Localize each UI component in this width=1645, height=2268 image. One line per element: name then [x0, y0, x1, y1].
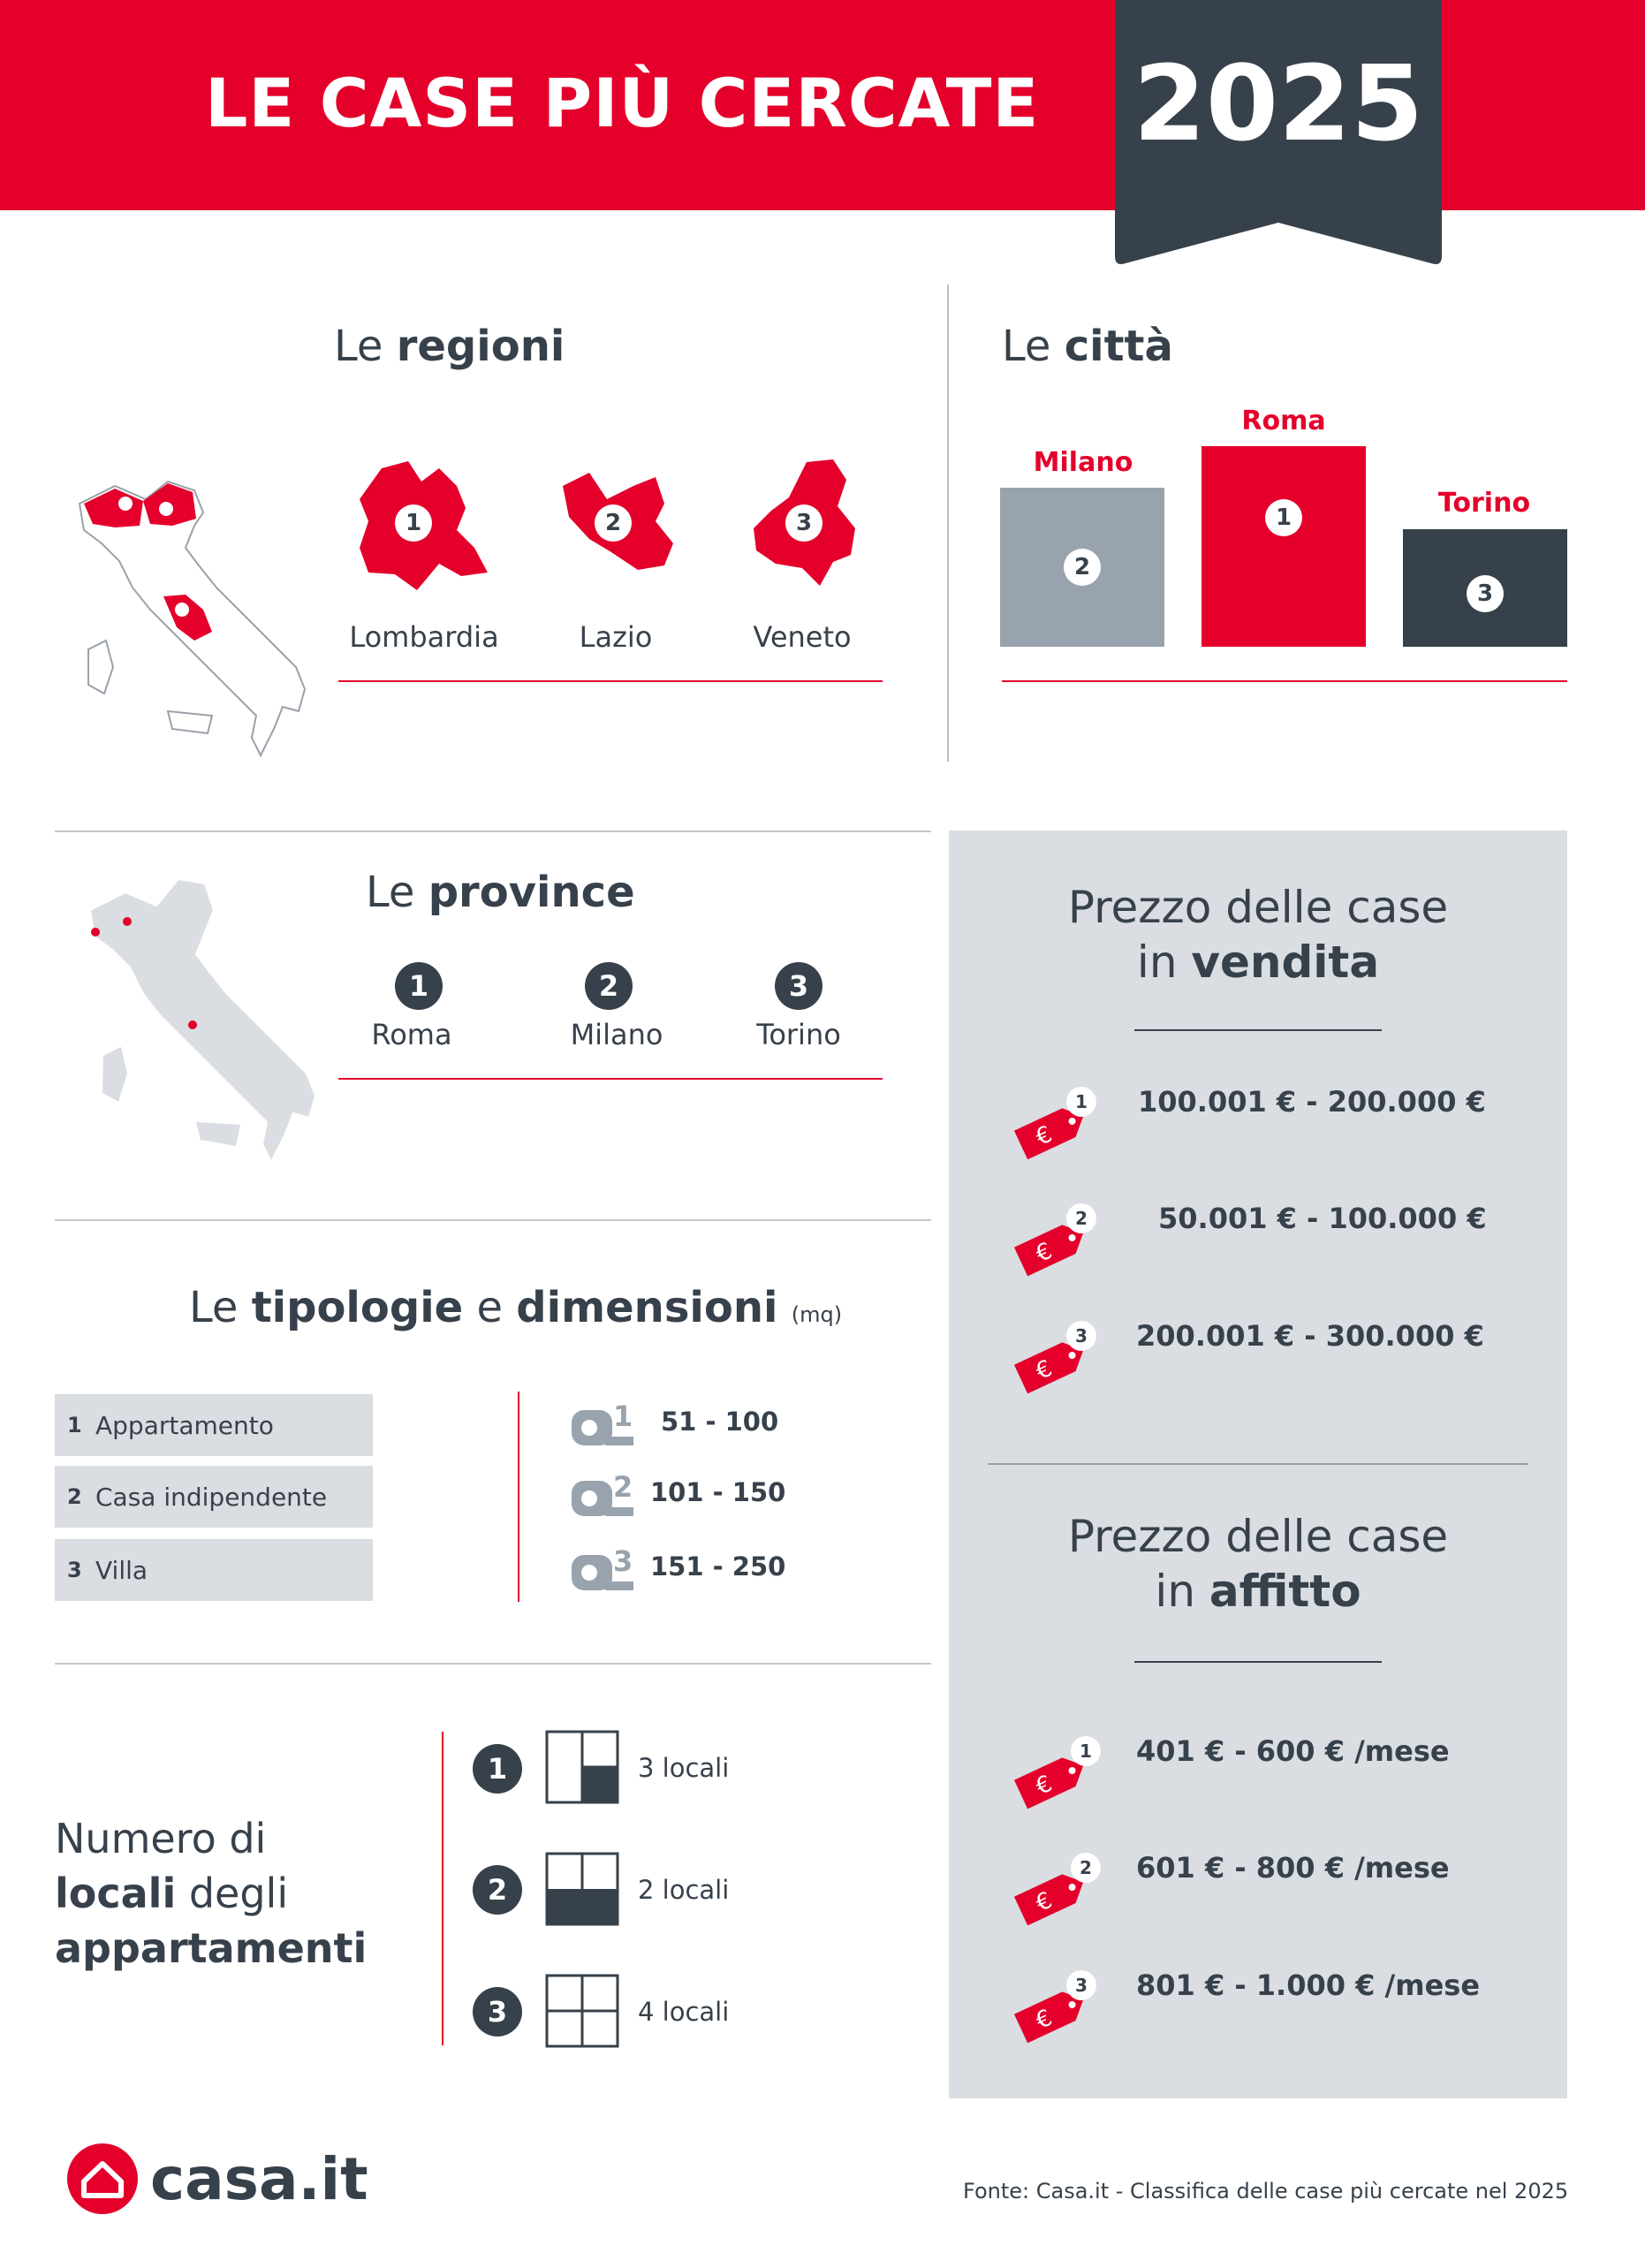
- italy-map-province: [72, 870, 329, 1175]
- divider-locali: [55, 1663, 931, 1665]
- province-rank-3: 3: [775, 962, 822, 1010]
- province-rank-2: 2: [585, 962, 633, 1010]
- province-title: Le province: [366, 868, 635, 917]
- province-name-milano: Milano: [570, 1018, 663, 1051]
- affitto-range-2: 601 € - 800 € /mese: [1136, 1851, 1450, 1885]
- affitto-rank-3: 3: [1066, 1970, 1096, 2000]
- vendita-range-1: 100.001 € - 200.000 €: [1138, 1085, 1486, 1119]
- bar-label-milano: Milano: [1033, 447, 1133, 478]
- locali-label-2: 2 locali: [638, 1875, 730, 1905]
- bar-rank-milano: 2: [1064, 549, 1101, 586]
- panel-divider: [988, 1463, 1528, 1465]
- size-rank-1: 1: [613, 1399, 633, 1433]
- floorplan-4-locali-icon: [545, 1974, 619, 2048]
- tag-symbol: €: [1031, 1354, 1057, 1386]
- affitto-range-1: 401 € - 600 € /mese: [1136, 1734, 1450, 1768]
- regioni-underline: [338, 680, 883, 682]
- locali-rank-2: 2: [473, 1865, 522, 1915]
- casa-logo-text[interactable]: casa.it: [150, 2145, 368, 2213]
- bar-roma: [1202, 446, 1366, 647]
- region-name-lazio: Lazio: [579, 620, 653, 654]
- floorplan-3-locali-icon: [545, 1730, 619, 1804]
- affitto-title: Prezzo delle case in affitto: [1067, 1511, 1449, 1617]
- vendita-range-3: 200.001 € - 300.000 €: [1136, 1319, 1484, 1353]
- vendita-range-2: 50.001 € - 100.000 €: [1158, 1202, 1487, 1235]
- affitto-rank-1: 1: [1071, 1736, 1101, 1766]
- tag-symbol: €: [1031, 1120, 1057, 1152]
- lombardia-rank-badge: 1: [395, 504, 432, 542]
- locali-rank-1: 1: [473, 1744, 522, 1794]
- type-row-3: 3 Villa: [55, 1539, 373, 1601]
- size-rank-2: 2: [613, 1470, 633, 1504]
- bar-rank-torino: 3: [1467, 575, 1504, 612]
- tag-symbol: €: [1031, 1237, 1057, 1269]
- size-range-2: 101 - 150: [650, 1477, 786, 1507]
- locali-label-1: 3 locali: [638, 1753, 730, 1783]
- tipologie-title: Le tipologie e dimensioni (mq): [189, 1283, 843, 1332]
- bar-torino: [1403, 529, 1567, 647]
- bar-label-roma: Roma: [1241, 406, 1326, 436]
- floorplan-2-locali-icon: [545, 1852, 619, 1926]
- type-row-1: 1 Appartamento: [55, 1394, 373, 1456]
- tipologie-divider: [518, 1392, 519, 1602]
- vendita-rank-2: 2: [1066, 1203, 1096, 1233]
- province-name-torino: Torino: [756, 1018, 841, 1051]
- locali-title: Numero di locali degli appartamenti: [55, 1815, 368, 1972]
- province-underline: [338, 1078, 883, 1080]
- affitto-divider: [1134, 1661, 1382, 1663]
- affitto-range-3: 801 € - 1.000 € /mese: [1136, 1968, 1481, 2002]
- year-label: 2025: [1133, 42, 1424, 164]
- bar-milano: [1000, 488, 1164, 647]
- divider-tipologie: [55, 1219, 931, 1221]
- vendita-title: Prezzo delle case in vendita: [1067, 882, 1449, 988]
- locali-rank-3: 3: [473, 1987, 522, 2037]
- page-title: LE CASE PIÙ CERCATE: [205, 64, 1040, 142]
- affitto-rank-2: 2: [1071, 1853, 1101, 1883]
- divider-vertical: [947, 284, 949, 762]
- region-name-veneto: Veneto: [753, 620, 852, 654]
- bar-label-torino: Torino: [1437, 488, 1531, 519]
- province-rank-1: 1: [395, 962, 443, 1010]
- tag-symbol: €: [1031, 1770, 1057, 1802]
- lazio-rank-badge: 2: [595, 504, 632, 542]
- size-range-3: 151 - 250: [650, 1551, 786, 1582]
- size-rank-3: 3: [613, 1544, 633, 1578]
- veneto-rank-badge: 3: [785, 504, 822, 542]
- region-name-lombardia: Lombardia: [349, 620, 499, 654]
- vendita-divider: [1134, 1029, 1382, 1031]
- province-name-roma: Roma: [371, 1018, 452, 1051]
- citta-underline: [1002, 680, 1567, 682]
- divider-province: [55, 831, 931, 832]
- casa-logo-icon[interactable]: [66, 2143, 139, 2215]
- vendita-rank-3: 3: [1066, 1321, 1096, 1351]
- locali-divider: [442, 1732, 443, 2045]
- tipologie-unit: (mq): [791, 1302, 843, 1327]
- vendita-rank-1: 1: [1066, 1087, 1096, 1117]
- type-row-2: 2 Casa indipendente: [55, 1466, 373, 1528]
- citta-title: Le città: [1002, 322, 1173, 371]
- size-range-1: 51 - 100: [661, 1407, 779, 1437]
- tag-symbol: €: [1031, 1886, 1057, 1918]
- locali-label-3: 4 locali: [638, 1997, 730, 2027]
- bar-rank-roma: 1: [1265, 499, 1302, 536]
- italy-map-regioni: [62, 464, 318, 769]
- tag-symbol: €: [1031, 2004, 1057, 2036]
- source-note: Fonte: Casa.it - Classifica delle case più cercate nel 2025: [963, 2179, 1569, 2204]
- regioni-title: Le regioni: [334, 322, 565, 371]
